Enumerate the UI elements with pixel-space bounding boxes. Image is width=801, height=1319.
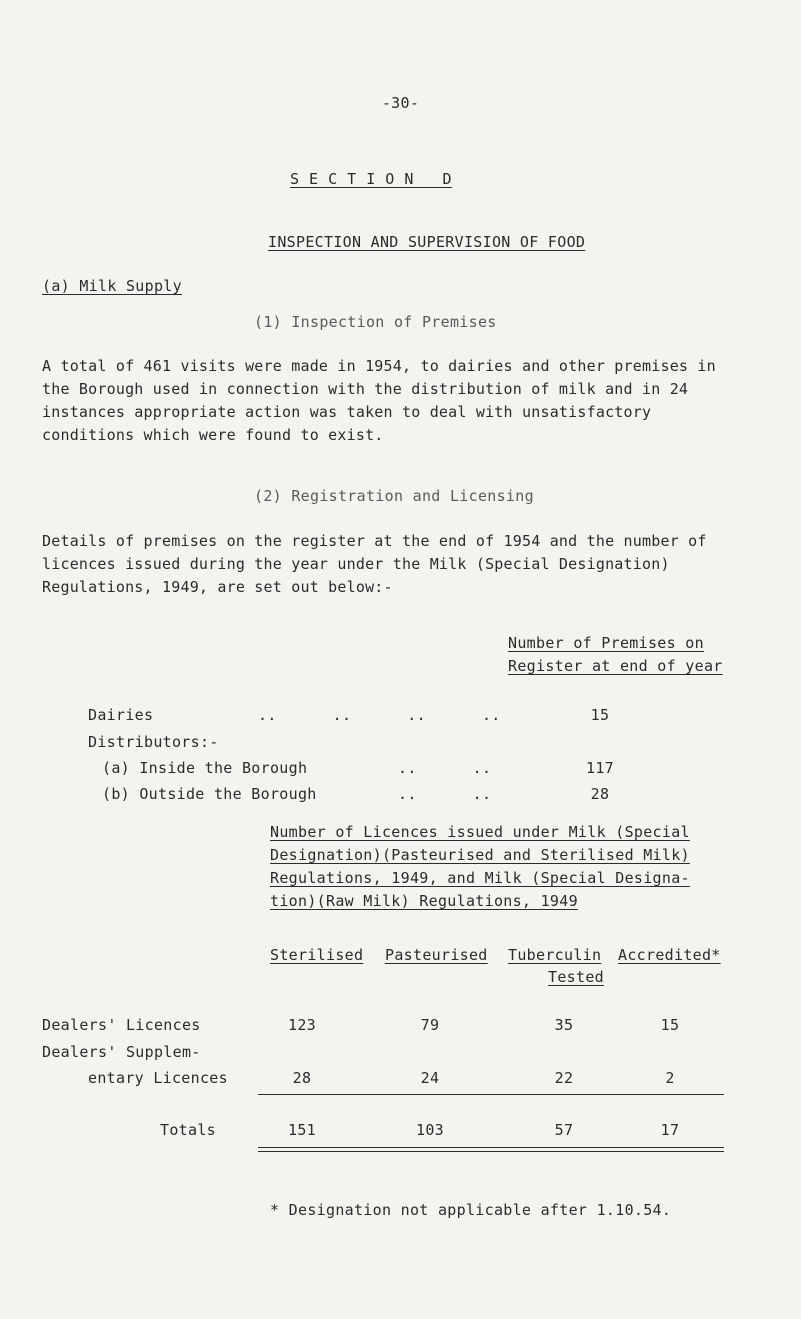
- column-header-sterilised: Sterilised: [270, 946, 364, 964]
- row-label: Dealers' Licences: [42, 1016, 201, 1034]
- licences-heading-line3: Regulations, 1949, and Milk (Special Designa-: [270, 869, 690, 887]
- subtotal-rule: [258, 1094, 724, 1095]
- cell-sterilised: 123: [288, 1016, 316, 1034]
- register-header-line2: Register at end of year: [508, 657, 723, 675]
- section-heading: S E C T I O N D: [290, 170, 453, 188]
- register-row-label: (a) Inside the Borough: [102, 759, 308, 777]
- licences-heading-line1: Number of Licences issued under Milk (Special: [270, 823, 690, 841]
- cell-accredited: 15: [660, 1016, 680, 1034]
- leader-dots: .. ..: [398, 785, 492, 803]
- page-number: -30-: [381, 94, 420, 112]
- column-header-tuberculin: Tuberculin: [508, 946, 602, 964]
- column-header-accredited: Accredited*: [618, 946, 721, 964]
- register-row-value: 15: [590, 706, 610, 724]
- licences-heading-line4: tion)(Raw Milk) Regulations, 1949: [270, 892, 578, 910]
- row-label-line2: entary Licences: [88, 1069, 228, 1087]
- sub2-paragraph: Details of premises on the register at the end of 1954 and the number of licences issued during the year under the Milk (Special Designation) Regulations, 1949, are set out below:-: [42, 532, 707, 596]
- cell-tuberculin: 57: [554, 1121, 574, 1139]
- cell-pasteurised: 79: [420, 1016, 440, 1034]
- register-row-value: 28: [590, 785, 610, 803]
- leader-dots: .. ..: [398, 759, 492, 777]
- cell-tuberculin: 22: [554, 1069, 574, 1087]
- cell-accredited: 2: [665, 1069, 675, 1087]
- licences-heading-line2: Designation)(Pasteurised and Sterilised Milk): [270, 846, 690, 864]
- cell-pasteurised: 24: [420, 1069, 440, 1087]
- main-title: INSPECTION AND SUPERVISION OF FOOD: [268, 233, 586, 251]
- sub1-heading: (1) Inspection of Premises: [254, 313, 497, 331]
- register-row-label: Distributors:-: [88, 733, 219, 751]
- cell-tuberculin: 35: [554, 1016, 574, 1034]
- register-row-label: Dairies: [88, 706, 154, 724]
- footnote: * Designation not applicable after 1.10.54.: [270, 1201, 672, 1219]
- row-label: Totals: [160, 1121, 216, 1139]
- sub1-paragraph: A total of 461 visits were made in 1954, to dairies and other premises in the Borough used in connection with the distribution of milk and in 24 instances appropriate action was taken to deal with unsatisfactory conditions which were found to exist.: [42, 357, 716, 444]
- subsection-a-heading: (a) Milk Supply: [42, 277, 182, 295]
- row-label: Dealers' Supplem-: [42, 1043, 201, 1061]
- register-row-value: 117: [586, 759, 614, 777]
- column-header-pasteurised: Pasteurised: [385, 946, 488, 964]
- register-row-label: (b) Outside the Borough: [102, 785, 317, 803]
- column-header-tested: Tested: [548, 968, 604, 986]
- cell-sterilised: 28: [292, 1069, 312, 1087]
- totals-double-rule: [258, 1147, 724, 1152]
- cell-accredited: 17: [660, 1121, 680, 1139]
- sub2-heading: (2) Registration and Licensing: [254, 487, 534, 505]
- leader-dots: .. .. .. ..: [258, 706, 501, 724]
- cell-pasteurised: 103: [416, 1121, 444, 1139]
- register-header-line1: Number of Premises on: [508, 634, 704, 652]
- cell-sterilised: 151: [288, 1121, 316, 1139]
